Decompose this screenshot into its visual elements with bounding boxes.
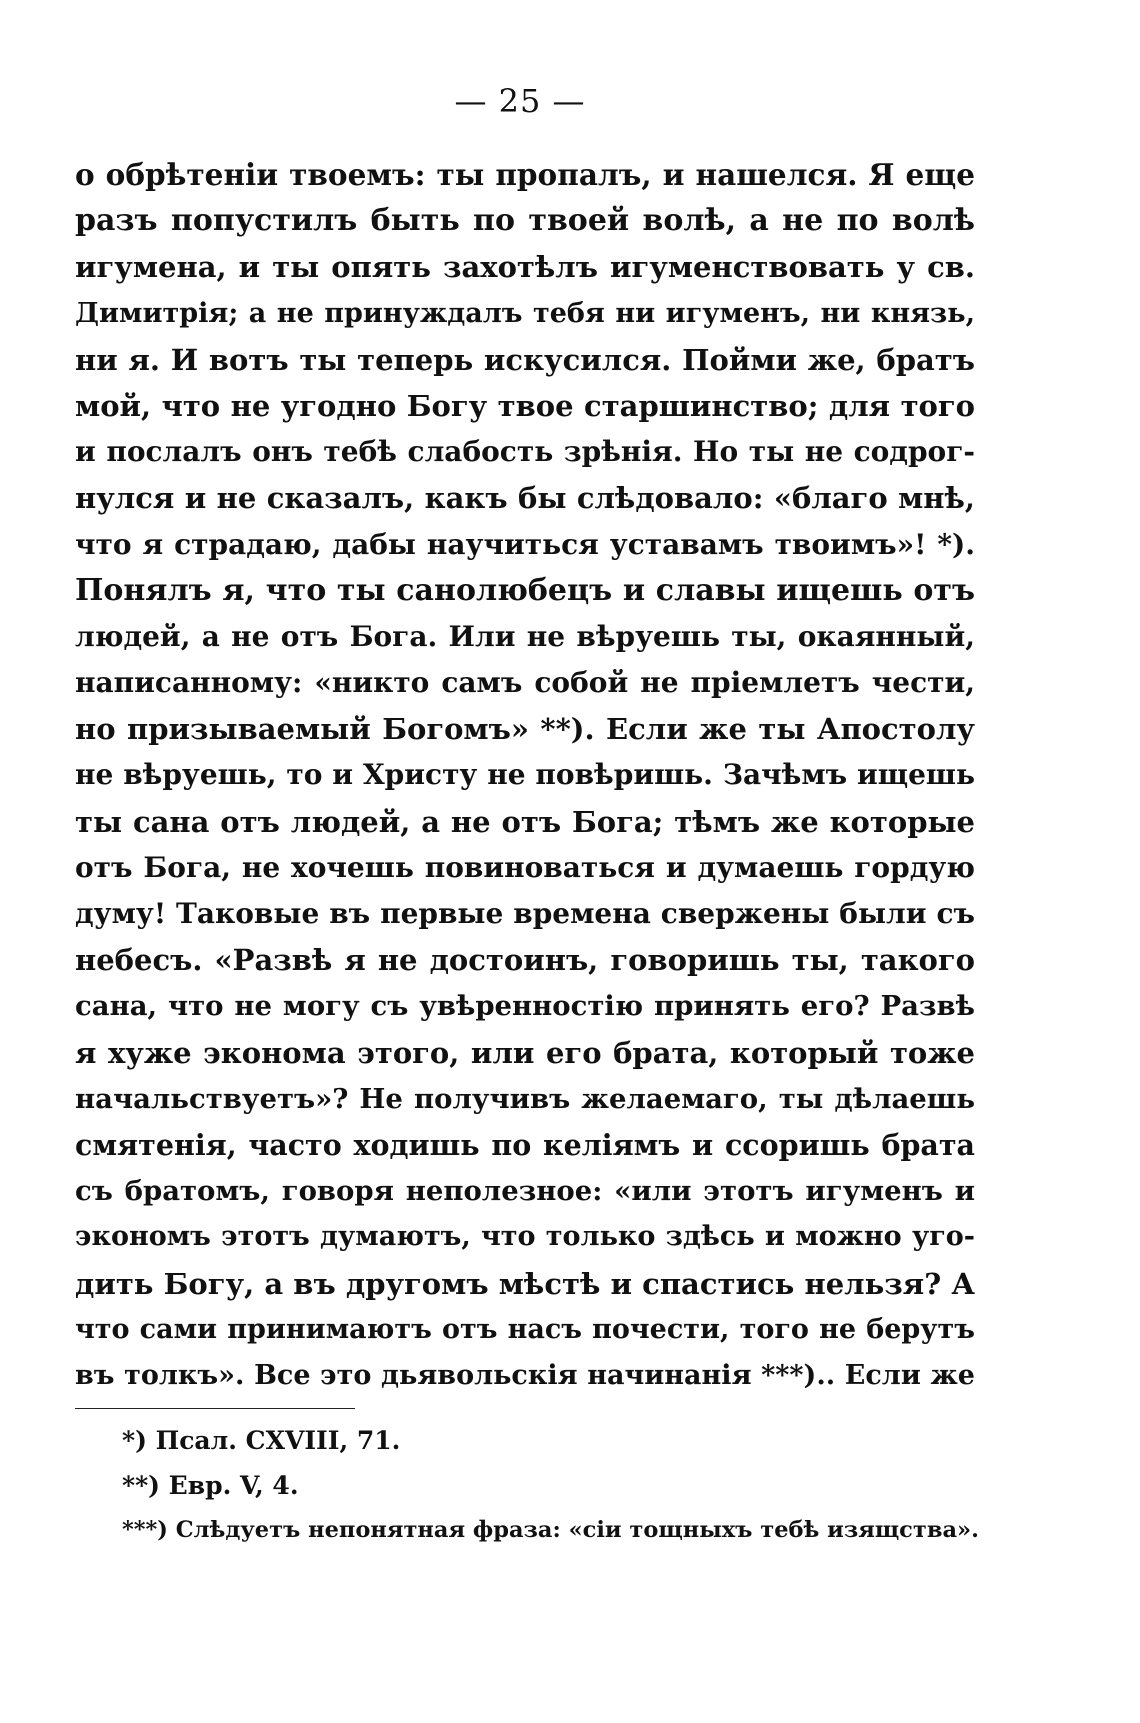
- text-line: начальствуетъ»? Не получивъ желаемаго, ты дѣлаешь: [75, 1082, 975, 1115]
- footnote: ***) Слѣдуетъ непонятная фраза: «сіи тощныхъ тебѣ изящства».: [122, 1517, 979, 1543]
- text-line: написанному: «никто самъ собой не пріемлетъ чести,: [75, 666, 975, 700]
- text-line: смятенія, часто ходишь по келіямъ и ссоришь брата: [75, 1127, 975, 1162]
- footnote-divider: [75, 1408, 355, 1409]
- text-line: не вѣруешь, то и Христу не повѣришь. Зачѣмъ ищешь: [75, 758, 975, 792]
- text-line: о обрѣтеніи твоемъ: ты пропалъ, и нашелся. Я еще: [75, 157, 975, 192]
- text-line: что я страдаю, дабы научиться уставамъ твоимъ»! *).: [75, 527, 975, 561]
- text-line: дить Богу, а въ другомъ мѣстѣ и спастись нельзя? А: [75, 1266, 975, 1301]
- text-line: Димитрія; а не принуждалъ тебя ни игуменъ, ни князь,: [75, 297, 975, 329]
- text-line: сана, что не могу съ увѣренностію принять его? Развѣ: [75, 990, 975, 1023]
- text-line: небесъ. «Развѣ я не достоинъ, говоришь ты, такого: [75, 943, 975, 978]
- text-line: въ толкъ». Все это дьявольскія начинанія ***).. Если же: [75, 1359, 975, 1391]
- footnote: **) Евр. V, 4.: [122, 1471, 299, 1500]
- text-line: мой, что не угодно Богу твое старшинство; для того: [75, 388, 975, 423]
- text-line: ты сана отъ людей, а не отъ Бога; тѣмъ же которые: [75, 804, 975, 839]
- text-line: экономъ этотъ думаютъ, что только здѣсь и можно уго-: [75, 1221, 975, 1253]
- page-number: — 25 —: [454, 82, 586, 120]
- text-line: думу! Таковые въ первые времена свержены были съ: [75, 897, 975, 930]
- text-line: съ братомъ, говоря неполезное: «или этотъ игуменъ и: [75, 1175, 975, 1208]
- text-line: что сами принимаютъ отъ насъ почести, того не берутъ: [75, 1313, 975, 1345]
- footnote: *) Псал. CXVIII, 71.: [122, 1426, 401, 1455]
- footnotes: [122, 1418, 982, 1553]
- text-line: отъ Бога, не хочешь повиноваться и думаешь гордую: [75, 850, 975, 884]
- text-line: игумена, и ты опять захотѣлъ игуменствовать у св.: [75, 250, 975, 285]
- text-line: и послалъ онъ тебѣ слабость зрѣнія. Но ты не содрог-: [75, 435, 975, 469]
- text-line: людей, а не отъ Бога. Или не вѣруешь ты, окаянный,: [75, 619, 975, 653]
- text-line: ни я. И вотъ ты теперь искусился. Пойми же, братъ: [75, 342, 975, 377]
- body-text: [75, 152, 975, 1399]
- text-line: я хуже эконома этого, или его брата, который тоже: [75, 1035, 975, 1070]
- text-line: но призываемый Богомъ» **). Если же ты Апостолу: [75, 712, 975, 747]
- text-line: нулся и не сказалъ, какъ бы слѣдовало: «благо мнѣ,: [75, 481, 975, 516]
- text-line: разъ попустилъ быть по твоей волѣ, а не по волѣ: [75, 203, 975, 239]
- text-line: Понялъ я, что ты санолюбецъ и славы ищешь отъ: [75, 572, 975, 608]
